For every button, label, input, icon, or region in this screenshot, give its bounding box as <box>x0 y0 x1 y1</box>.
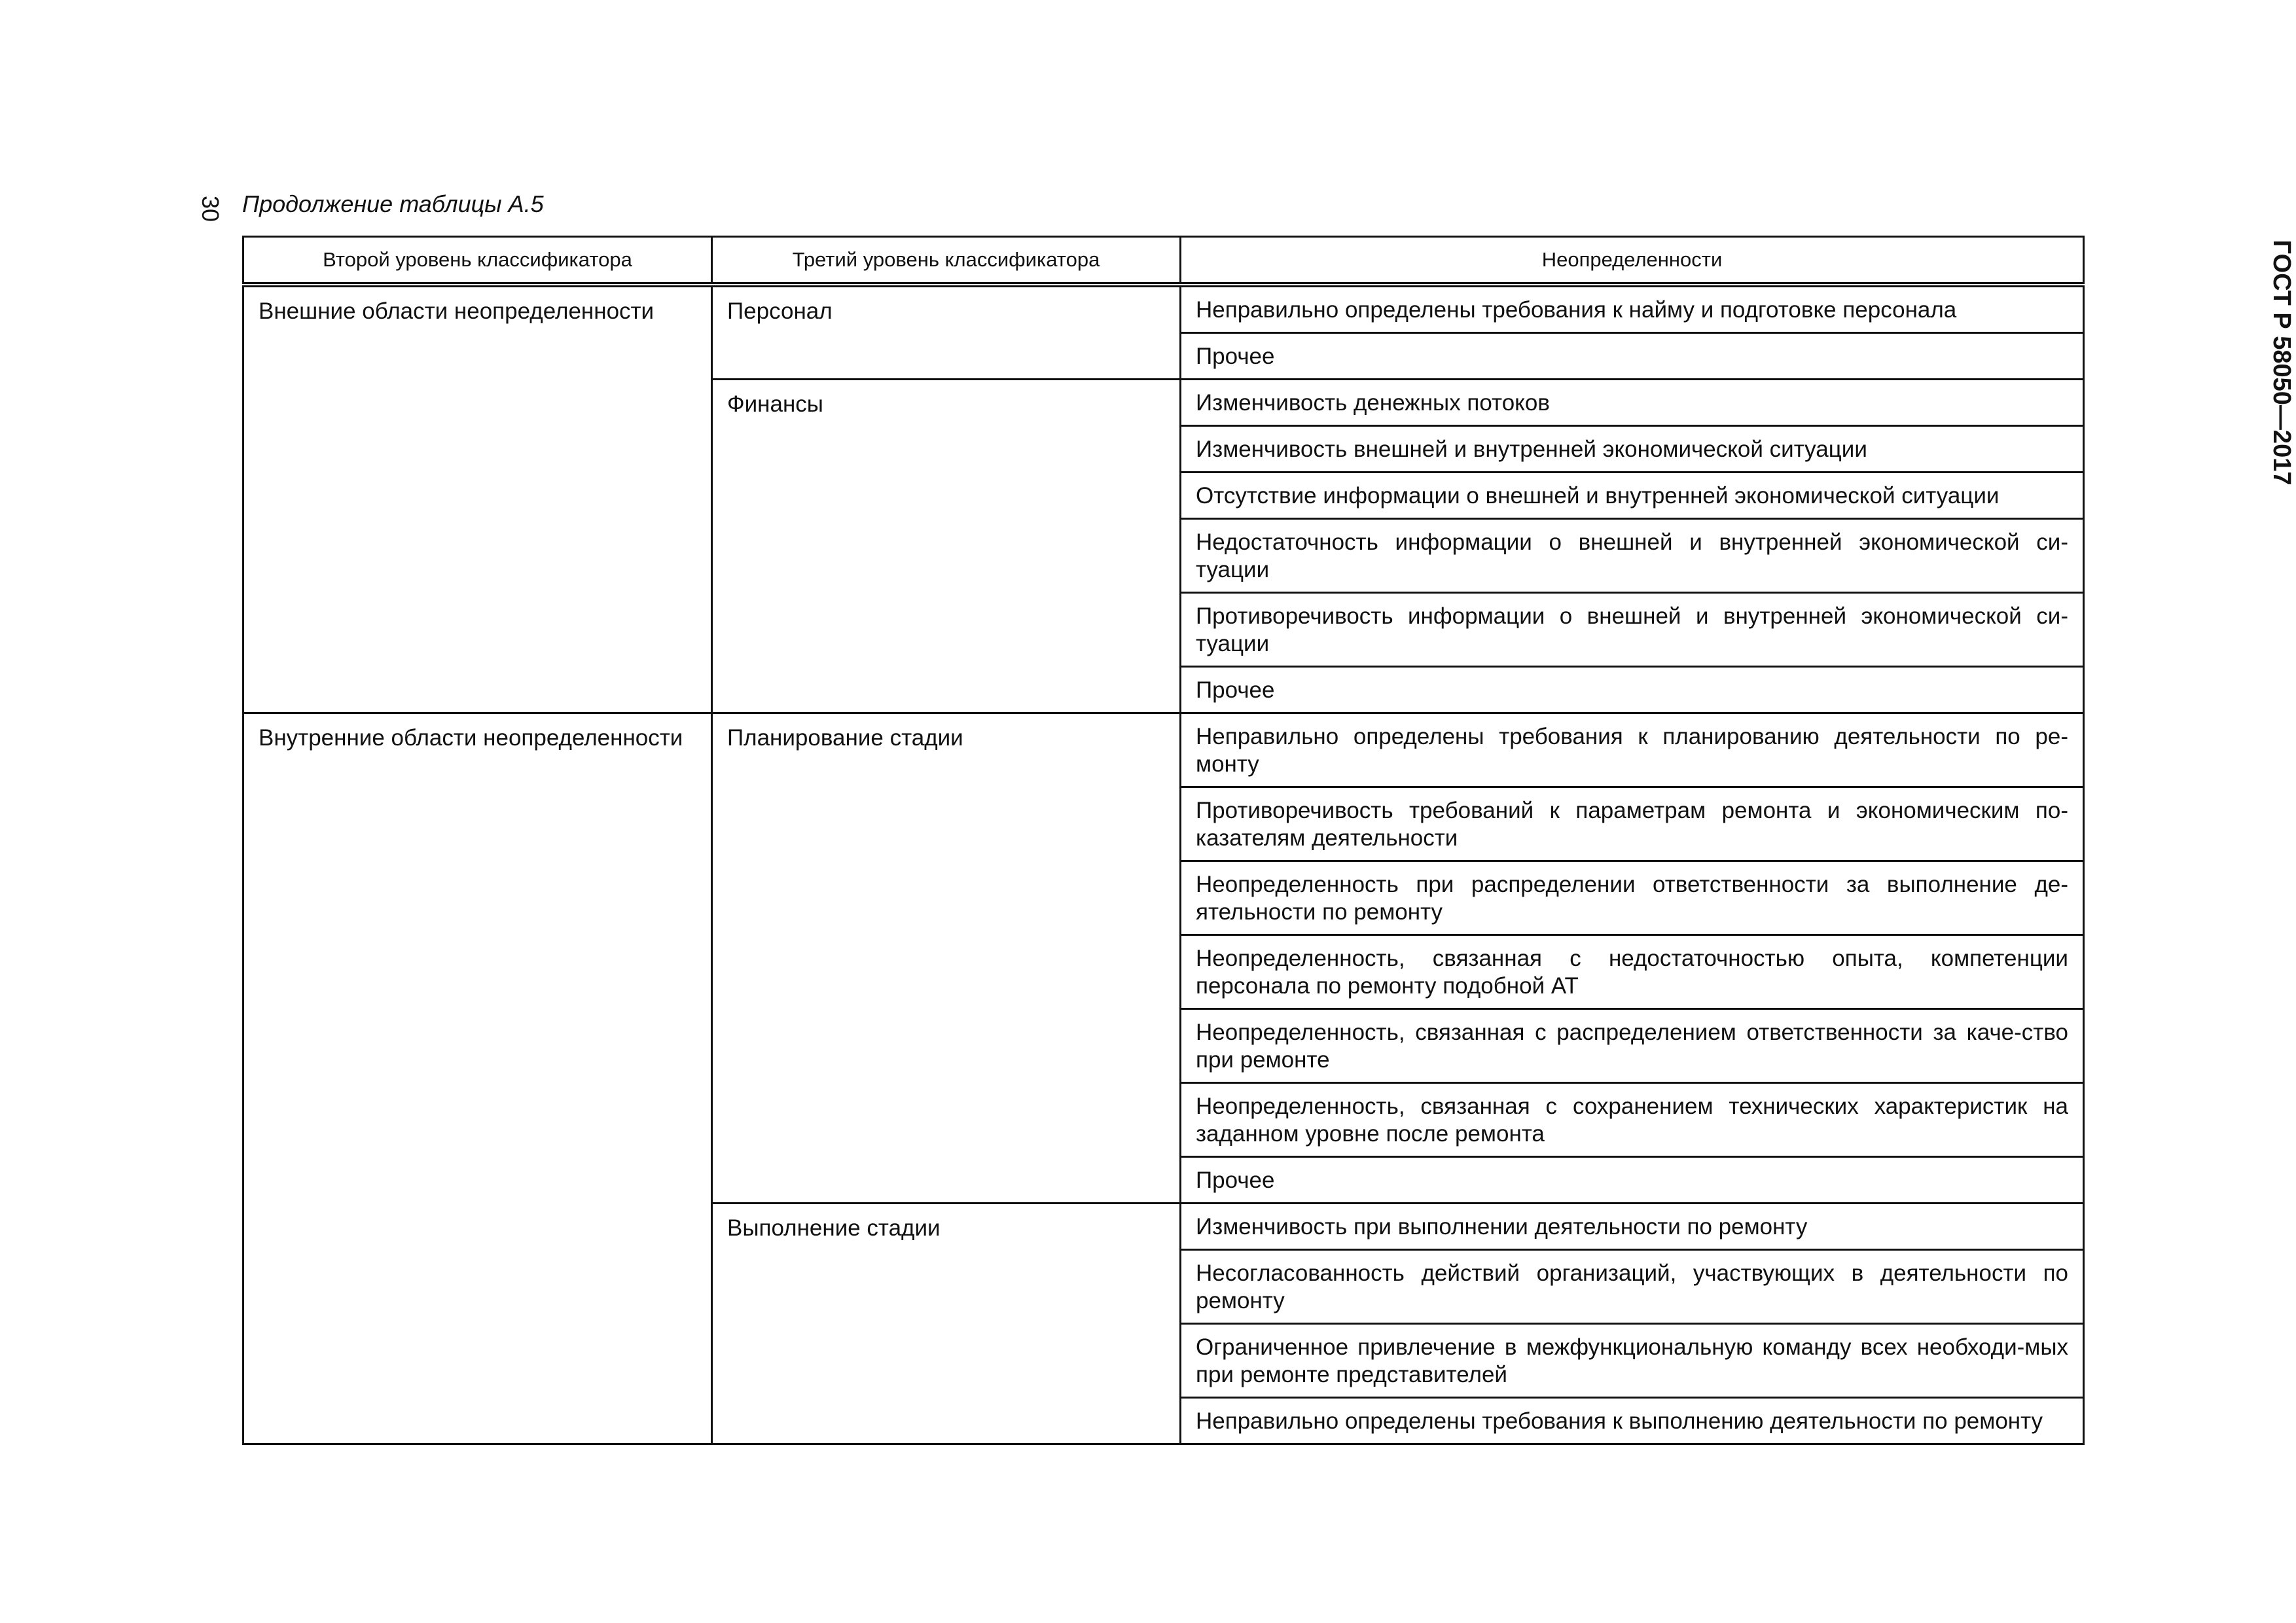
level3-cell: Планирование стадии <box>712 713 1181 1204</box>
header-second-level: Второй уровень классификатора <box>243 237 712 285</box>
uncertainty-cell: Неправильно определены требования к найму и подготовке персонала <box>1181 285 2084 333</box>
uncertainty-cell: Прочее <box>1181 1157 2084 1204</box>
uncertainty-cell: Отсутствие информации о внешней и внутренней экономической ситуации <box>1181 473 2084 519</box>
uncertainty-cell: Неправильно определены требования к планированию деятельности по ре-монту <box>1181 713 2084 787</box>
table-row <box>243 285 2084 333</box>
uncertainty-cell: Неопределенность, связанная с недостаточностью опыта, компетенции персонала по ремонту подобной АТ <box>1181 935 2084 1009</box>
uncertainty-cell: Недостаточность информации о внешней и внутренней экономической си-туации <box>1181 519 2084 593</box>
uncertainty-cell: Неопределенность, связанная с сохранением технических характеристик на заданном уровне после ремонта <box>1181 1083 2084 1157</box>
uncertainty-cell: Прочее <box>1181 667 2084 713</box>
uncertainty-cell: Противоречивость информации о внешней и внутренней экономической си-туации <box>1181 593 2084 667</box>
standard-code: ГОСТ Р 58050—2017 <box>2268 240 2295 486</box>
uncertainty-classification-table <box>242 236 2085 1445</box>
page-number: 30 <box>197 195 224 223</box>
uncertainty-cell: Неопределенность, связанная с распределением ответственности за каче-ство при ремонте <box>1181 1009 2084 1083</box>
level3-cell: Персонал <box>712 285 1181 380</box>
uncertainty-cell: Несогласованность действий организаций, участвующих в деятельности по ремонту <box>1181 1250 2084 1324</box>
uncertainty-cell: Неопределенность при распределении ответственности за выполнение де-ятельности по ремонту <box>1181 861 2084 935</box>
table-header-row <box>243 237 2084 285</box>
level2-cell: Внутренние области неопределенности <box>243 713 712 1444</box>
uncertainty-cell: Прочее <box>1181 333 2084 380</box>
uncertainty-cell: Изменчивость при выполнении деятельности по ремонту <box>1181 1204 2084 1250</box>
header-third-level: Третий уровень классификатора <box>712 237 1181 285</box>
uncertainty-cell: Изменчивость денежных потоков <box>1181 380 2084 426</box>
uncertainty-cell: Неправильно определены требования к выполнению деятельности по ремонту <box>1181 1398 2084 1444</box>
level2-cell: Внешние области неопределенности <box>243 285 712 713</box>
level3-cell: Выполнение стадии <box>712 1204 1181 1444</box>
uncertainty-cell: Ограниченное привлечение в межфункциональную команду всех необходи-мых при ремонте представителей <box>1181 1324 2084 1398</box>
uncertainty-cell: Противоречивость требований к параметрам ремонта и экономическим по-казателям деятельности <box>1181 787 2084 861</box>
table-continuation-caption: Продолжение таблицы А.5 <box>242 190 544 217</box>
table-row <box>243 713 2084 787</box>
uncertainty-cell: Изменчивость внешней и внутренней экономической ситуации <box>1181 426 2084 473</box>
level3-cell: Финансы <box>712 380 1181 713</box>
header-uncertainties: Неопределенности <box>1181 237 2084 285</box>
